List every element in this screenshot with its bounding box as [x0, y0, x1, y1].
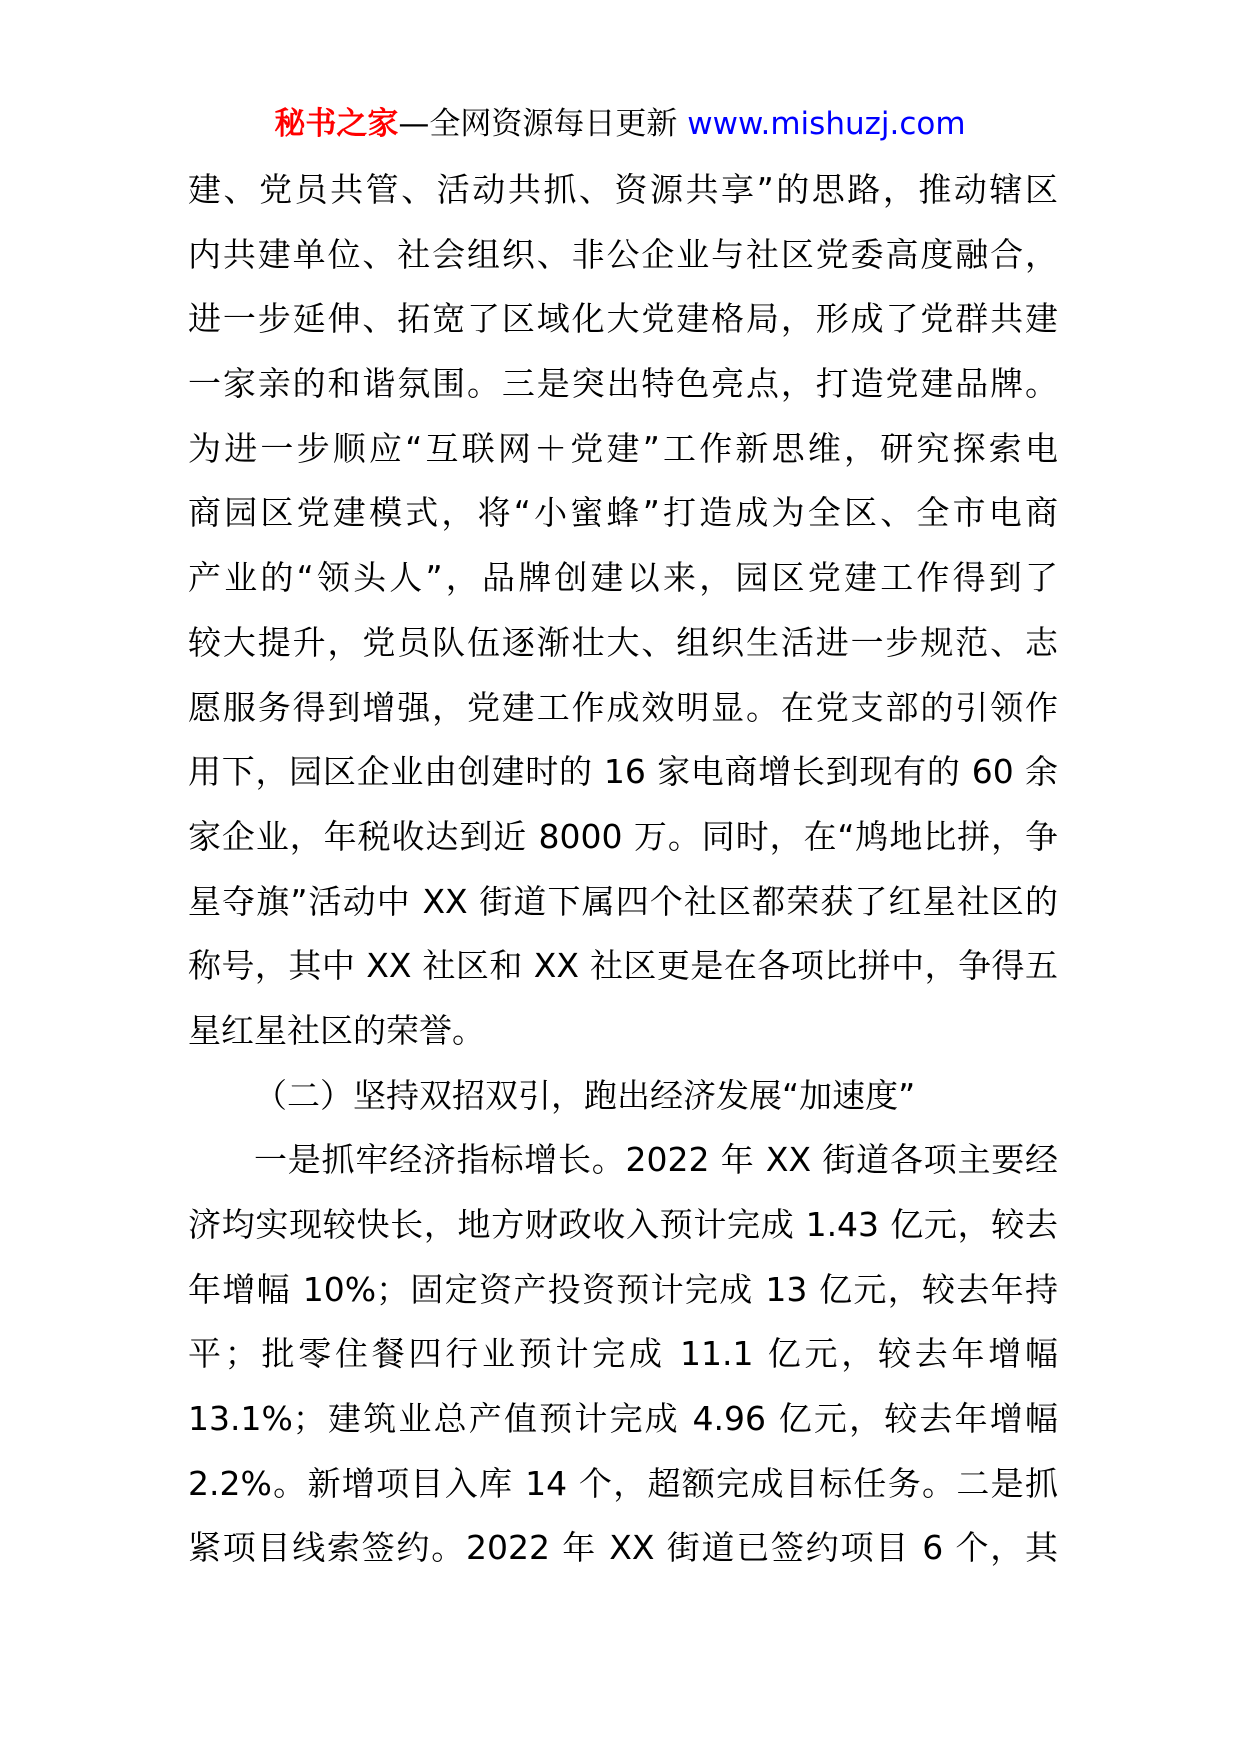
- text-line: 星夺旗”活动中 XX 街道下属四个社区都荣获了红星社区的: [188, 881, 1058, 921]
- text-line: 较大提升，党员队伍逐渐壮大、组织生活进一步规范、志: [188, 622, 1058, 662]
- paragraph-end-line: 星红星社区的荣誉。: [188, 1010, 485, 1050]
- text-line: 商园区党建模式，将“小蜜蜂”打造成为全区、全市电商: [188, 493, 1058, 533]
- text-line: 用下，园区企业由创建时的 16 家电商增长到现有的 60 余: [188, 752, 1058, 792]
- paragraph-first-line: 一是抓牢经济指标增长。2022 年 XX 街道各项主要经: [254, 1140, 1058, 1180]
- site-tagline: —全网资源每日更新: [398, 106, 688, 142]
- site-header: [0, 94, 1240, 154]
- text-line: 年增幅 10%；固定资产投资预计完成 13 亿元，较去年持: [188, 1269, 1058, 1309]
- text-line: 建、党员共管、活动共抓、资源共享”的思路，推动辖区: [188, 170, 1058, 209]
- text-line: 紧项目线索签约。2022 年 XX 街道已签约项目 6 个，其: [188, 1528, 1059, 1568]
- site-url[interactable]: www.mishuzj.com: [687, 106, 966, 142]
- section-heading: （二）坚持双招双引，跑出经济发展“加速度”: [254, 1075, 916, 1115]
- document-body: [188, 158, 1058, 1581]
- text-line: 平；批零住餐四行业预计完成 11.1 亿元，较去年增幅: [188, 1334, 1058, 1374]
- text-line: 产业的“领头人”，品牌创建以来，园区党建工作得到了: [188, 558, 1058, 598]
- text-line: 2.2%。新增项目入库 14 个，超额完成目标任务。二是抓: [188, 1463, 1058, 1503]
- text-line: 进一步延伸、拓宽了区域化大党建格局，形成了党群共建: [188, 299, 1058, 339]
- text-line: 愿服务得到增强，党建工作成效明显。在党支部的引领作: [188, 687, 1058, 727]
- text-line: 济均实现较快长，地方财政收入预计完成 1.43 亿元，较去: [188, 1205, 1058, 1244]
- site-brand: 秘书之家: [274, 106, 399, 142]
- text-line: 13.1%；建筑业总产值预计完成 4.96 亿元，较去年增幅: [188, 1399, 1058, 1439]
- text-line: 家企业，年税收达到近 8000 万。同时，在“鸠地比拼，争: [188, 816, 1058, 856]
- text-line: 称号，其中 XX 社区和 XX 社区更是在各项比拼中，争得五: [188, 946, 1058, 986]
- text-line: 内共建单位、社会组织、非公企业与社区党委高度融合，: [188, 234, 1058, 274]
- text-line: 为进一步顺应“互联网＋党建”工作新思维，研究探索电: [188, 428, 1058, 468]
- text-line: 一家亲的和谐氛围。三是突出特色亮点，打造党建品牌。: [188, 364, 1058, 404]
